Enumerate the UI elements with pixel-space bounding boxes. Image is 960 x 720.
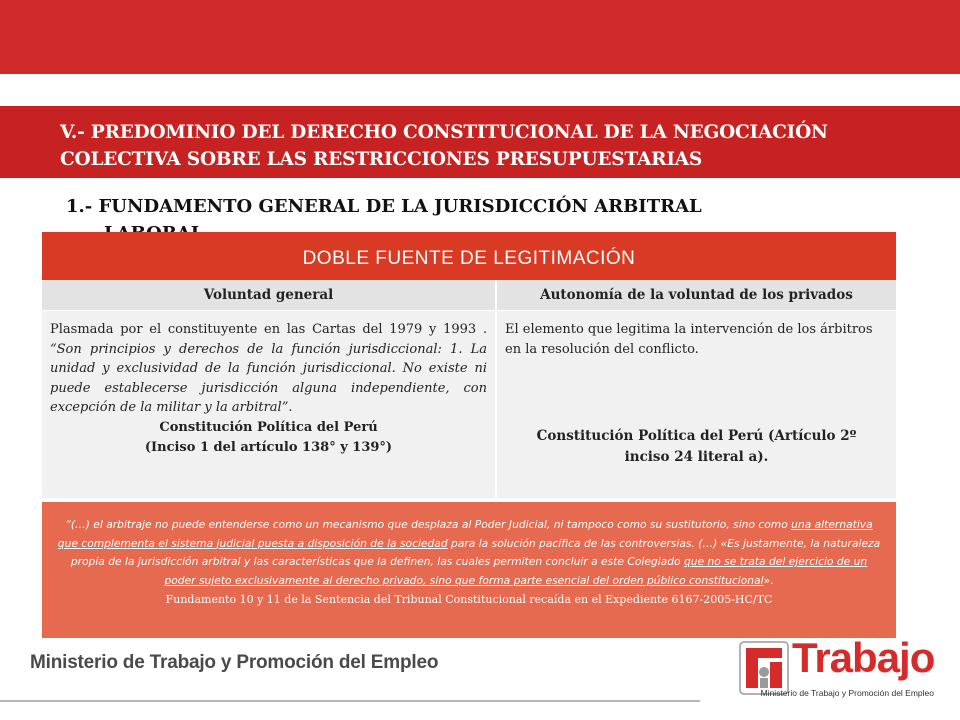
logo-wordmark: Trabajo — [792, 634, 935, 681]
title-band — [0, 106, 960, 178]
quote-part3: ». — [763, 574, 774, 588]
cell-left-cite-line1: Constitución Política del Perú — [159, 419, 378, 435]
cell-left-end: . — [288, 400, 293, 416]
column-header-private-autonomy: Autonomía de la voluntad de los privados — [497, 280, 896, 311]
legitimation-table — [42, 232, 896, 498]
slide-title — [60, 119, 940, 173]
quote-part1: “(…) el arbitraje no puede entenderse como un mecanismo que desplaza al Poder Judicial, ni tampoco como su sustitutorio, sino como — [65, 518, 792, 531]
quote-underlined-2: que no se trata del ejercicio de un poder sujeto exclusivamente al derecho privado, sino que forma parte esencial del orden público constitucional — [164, 555, 868, 588]
cell-right-cite-line2: inciso 24 literal a). — [624, 449, 769, 465]
quote-underlined-1: una alternativa que complementa el sistema judicial puesta a disposición de la sociedad — [57, 518, 873, 550]
footer-divider — [0, 700, 700, 702]
footer-ministry-name: Ministerio de Trabajo y Promoción del Empleo — [30, 652, 439, 673]
cell-left-cite-line2: (Inciso 1 del artículo 138° y 139°) — [144, 439, 393, 455]
cell-right-text: El elemento que legitima la intervención de los árbitros en la resolución del conflicto. — [505, 322, 873, 357]
cell-left-text: Plasmada por el constituyente en las Cartas del 1979 y 1993 . — [50, 322, 487, 337]
quote-reference: Fundamento 10 y 11 de la Sentencia del Tribunal Constitucional recaída en el Expediente 6167-2005-HC/TC — [165, 592, 773, 606]
court-quote-box — [42, 502, 896, 638]
cell-general-will — [42, 311, 495, 498]
logo-subtitle: Ministerio de Trabajo y Promoción del Empleo — [760, 688, 934, 698]
table-header — [42, 232, 896, 280]
quote-part2: para la solución pacífica de las controversias. (…) «Es justamente, la naturaleza propia de la jurisdicción arbitral y las características que la definen, las cuales permiten concluir a este Colegiado — [70, 536, 881, 569]
section-subtitle-overflow — [104, 220, 203, 232]
slide-title-line1: V.- PREDOMINIO DEL DERECHO CONSTITUCIONAL DE LA NEGOCIACIÓN — [60, 122, 828, 143]
slide-title-line2: COLECTIVA SOBRE LAS RESTRICCIONES PRESUPUESTARIAS — [60, 149, 703, 170]
cell-left-quote: “Son principios y derechos de la función jurisdiccional: 1. La unidad y exclusividad de la función jurisdiccional. No existe ni puede establecerse jurisdicción alguna independiente, con excepción de la militar y la arbitral” — [50, 341, 487, 416]
trabajo-logo — [738, 634, 935, 704]
table-header-text: DOBLE FUENTE DE LEGITIMACIÓN — [302, 248, 636, 269]
top-red-band — [0, 0, 960, 74]
cell-private-autonomy — [497, 311, 896, 498]
section-subtitle: 1.- FUNDAMENTO GENERAL DE LA JURISDICCIÓN ARBITRAL — [66, 196, 702, 217]
column-header-general-will: Voluntad general — [42, 280, 495, 311]
cell-right-cite — [505, 426, 888, 468]
cell-right-cite-line1: Constitución Política del Perú (Artículo 2º — [536, 428, 857, 444]
